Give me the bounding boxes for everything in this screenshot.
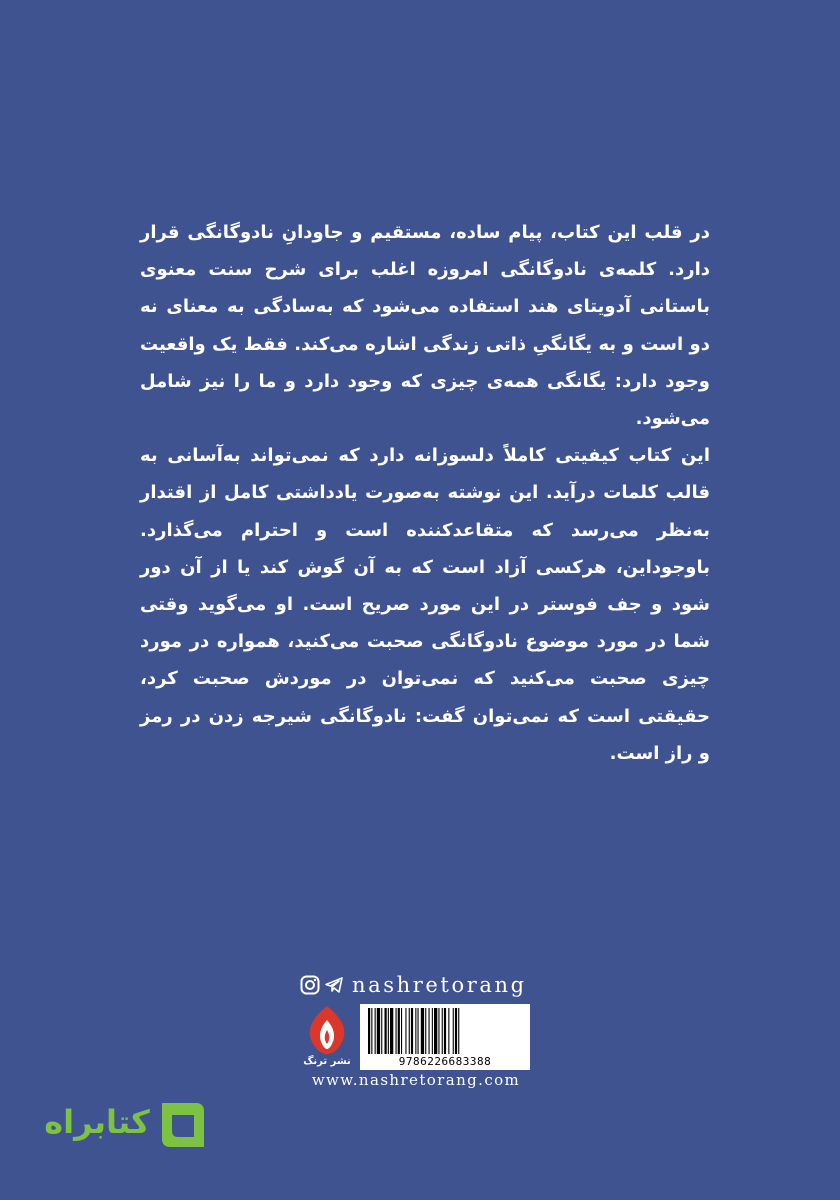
barcode-bar [377,1008,380,1054]
publisher-website: www.nashretorang.com [311,1071,521,1089]
barcode-bar [390,1008,393,1054]
barcode-bar [368,1008,370,1054]
barcode-bar [455,1008,457,1054]
barcode-bar [421,1008,424,1054]
barcode-bar [425,1008,426,1054]
back-cover-blurb [140,214,710,772]
barcode-bar [415,1008,416,1054]
blurb-paragraph-2: این کتاب کیفیتی کاملاً دلسوزانه دارد که نمی‌تواند به‌آسانی به قالب کلمات درآید. این نوشته به‌صورت یادداشتی کامل از اقتدار به‌نظر می‌رسد که متقاعدکننده است و احترام می‌گذارد. باوجوداین، هرکسی آزاد است که به آن گوش کند یا از آن دور شود و جف فوستر در این مورد صریح است. او می‌گوید وقتی شما در مورد موضوع نادوگانگی صحبت می‌کنید، همواره در مورد چیزی صحبت می‌کنید که نمی‌توان در موردش صحبت کرد، حقیقتی است که نمی‌توان گفت: نادوگانگی شیرجه زدن در رمز و راز است. [140,445,710,764]
watermark-logo [38,1097,210,1161]
publisher-logo [298,1004,356,1070]
barcode-bar [429,1008,430,1054]
publisher-name: نشر ترنگ [303,1056,351,1067]
blurb-paragraph-1: در قلب این کتاب، پیام ساده، مستقیم و جاودانِ نادوگانگی قرار دارد. کلمه‌ی نادوگانگی امروزه اغلب برای شرح سنت معنوی باستانی آدویتای هند استفاده می‌شود که به‌سادگی به معنای نه دو است و به یگانگیِ ذاتی زندگی اشاره می‌کند. فقط یک واقعیت وجود دارد: یگانگی همه‌ی چیزی که وجود دارد و ما را نیز شامل می‌شود. [140,222,710,430]
instagram-icon [300,975,320,995]
barcode-bar [458,1008,459,1054]
telegram-icon [324,975,344,995]
barcode-bar [409,1008,410,1054]
barcode-digits: 9786226683388 [398,1055,492,1068]
publisher-flame-icon [298,1004,356,1056]
barcode-bar [371,1008,372,1054]
barcode-bar [444,1008,446,1054]
barcode-bar [381,1008,382,1054]
barcode-bar [401,1008,402,1054]
barcode-bar [438,1008,439,1054]
social-row [300,970,532,1000]
barcode-bar [442,1008,443,1054]
barcode-bar [418,1008,419,1054]
barcode-bar [385,1008,387,1054]
barcode-bar [398,1008,400,1054]
isbn-barcode [360,1004,530,1070]
barcode-bar [405,1008,406,1054]
barcode-bar [432,1008,433,1054]
barcode-bars [366,1008,524,1054]
barcode-bar [448,1008,449,1054]
barcode-bar [411,1008,413,1054]
watermark-book-icon [156,1099,208,1155]
watermark-text: کتابراه [44,1103,150,1141]
barcode-bar [388,1008,389,1054]
barcode-bar [396,1008,397,1054]
barcode-bar [453,1008,454,1054]
barcode-bar [434,1008,437,1054]
social-handle: nashretorang [352,973,527,997]
barcode-bar [375,1008,376,1054]
